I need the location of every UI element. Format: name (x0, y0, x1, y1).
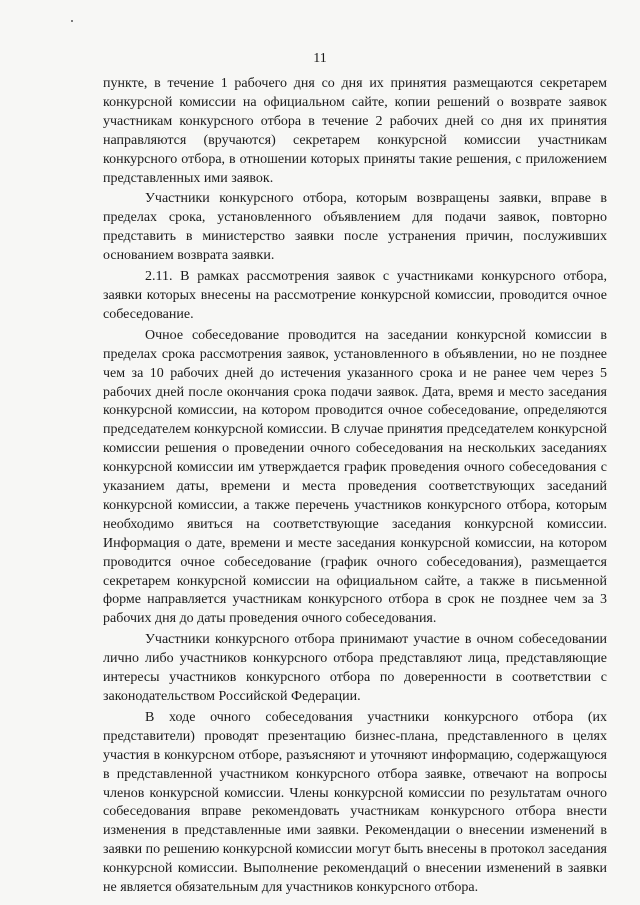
page-number: 11 (313, 51, 327, 66)
paragraph: Очное собеседование проводится на заседании конкурсной комиссии в пределах срока рассмотрения заявок, установленного в объявлении, но не позднее чем за 10 рабочих дней до истечения указанного срока и не ранее чем через 5 рабочих дней после окончания срока подачи заявок. Дата, время и место заседания конкурсной комиссии, на котором проводится очное собеседование, определяются председателем конкурсной комиссии. В случае принятия председателем конкурсной комиссии решения о проведении очного собеседования на нескольких заседаниях конкурсной комиссии им утверждается график проведения очного собеседования с указанием даты, времени и места проведения соответствующих заседаний конкурсной комиссии, а также перечень участников конкурсного отбора, которым необходимо явиться на соответствующие заседания конкурсной комиссии. Информация о дате, времени и месте заседания конкурсной комиссии, на котором проводится очное собеседование (график очного собеседования), размещается секретарем конкурсной комиссии на официальном сайте, а также в письменной форме направляется участникам конкурсного отбора в срок не позднее чем за 3 рабочих дня до даты проведения очного собеседования. (103, 327, 607, 627)
scan-speck (71, 20, 73, 22)
paragraph: В ходе очного собеседования участники конкурсного отбора (их представители) проводят презентацию бизнес-плана, представленного в целях участия в конкурсном отборе, разъясняют и уточняют информацию, содержащуюся в представленной участником конкурсного отбора заявке, отвечают на вопросы членов конкурсной комиссии. Члены конкурсной комиссии по результатам очного собеседования вправе рекомендовать участникам конкурсного отбора внести изменения в представленные ими заявки. Рекомендации о внесении изменений в заявки по решению конкурсной комиссии могут быть внесены в протокол заседания конкурсной комиссии. Выполнение рекомендаций о внесении изменений в заявки не является обязательным для участников конкурсного отбора. (103, 709, 607, 896)
body-text (103, 75, 607, 900)
paragraph: Участники конкурсного отбора принимают участие в очном собеседовании лично либо участников конкурсного отбора представляют лица, представляющие интересы участников конкурсного отбора по доверенности в соответствии с законодательством Российской Федерации. (103, 632, 607, 704)
paragraph: 2.11. В рамках рассмотрения заявок с участниками конкурсного отбора, заявки которых внесены на рассмотрение конкурсной комиссии, проводится очное собеседование. (103, 269, 607, 322)
paragraph: пункте, в течение 1 рабочего дня со дня их принятия размещаются секретарем конкурсной комиссии на официальном сайте, копии решений о возврате заявок участникам конкурсного отбора в течение 2 рабочих дней со дня их принятия направляются (вручаются) секретарем конкурсной комиссии участникам конкурсного отбора, в отношении которых приняты такие решения, с приложением представленных ими заявок. (103, 76, 607, 186)
paragraph: Участники конкурсного отбора, которым возвращены заявки, вправе в пределах срока, установленного объявлением для подачи заявок, повторно представить в министерство заявки после устранения причин, послуживших основанием возврата заявки. (103, 191, 607, 264)
